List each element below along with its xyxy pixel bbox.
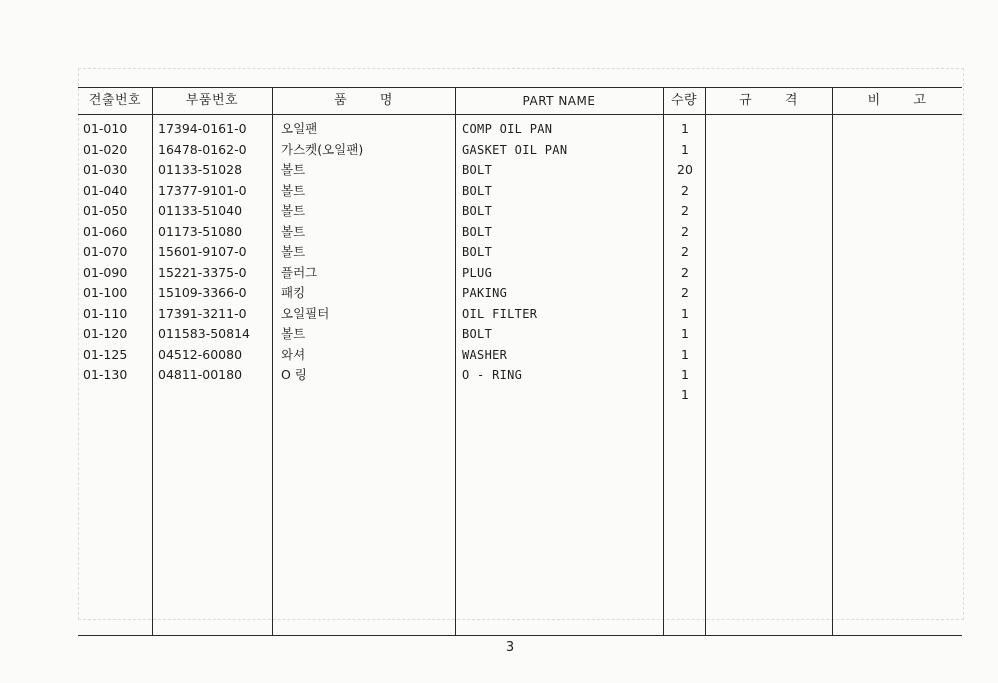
row-part-no: 15109-3366-0 [158, 285, 247, 300]
row-part-no: 15221-3375-0 [158, 264, 247, 280]
extra-qty-value: 1 [681, 387, 689, 402]
row-qty: 2 [681, 244, 689, 259]
table-row [0, 283, 998, 304]
row-part-no: 17394-0161-0 [158, 121, 247, 136]
row-part-name: BOLT [462, 224, 493, 239]
row-code: 01-130 [83, 367, 128, 382]
table-row [0, 263, 998, 284]
row-part-no: 011583-50814 [158, 326, 250, 341]
table-bottom-rule [78, 635, 962, 636]
row-part-no: 04811-00180 [158, 367, 243, 382]
row-code: 01-050 [83, 203, 128, 218]
row-kor-name: O 링 [281, 367, 307, 382]
header-part-no: 부품번호 [185, 93, 239, 108]
row-qty: 2 [681, 182, 689, 198]
row-code: 01-030 [83, 162, 128, 177]
row-code: 01-120 [83, 326, 128, 341]
row-kor-name: 볼트 [281, 203, 306, 218]
row-code: 01-125 [83, 346, 128, 362]
row-qty: 1 [681, 346, 689, 362]
table-row [0, 201, 998, 222]
header-remarks: 비 고 [867, 93, 927, 108]
table-row [0, 140, 998, 161]
row-qty: 2 [681, 203, 689, 218]
table-row [0, 119, 998, 140]
row-code: 01-060 [83, 223, 128, 239]
row-kor-name: 가스켓(오일팬) [281, 141, 364, 157]
row-part-no: 01133-51028 [158, 162, 243, 177]
row-part-name: PLUG [462, 265, 493, 280]
header-part-name: PART NAME [522, 94, 596, 108]
row-qty: 1 [681, 141, 689, 157]
row-code: 01-020 [83, 141, 128, 157]
header-spec: 규 격 [739, 93, 798, 108]
header-kor-name: 품 명 [334, 93, 393, 108]
row-part-name: BOLT [462, 245, 493, 259]
row-part-name: OIL FILTER [462, 306, 538, 321]
row-part-name: BOLT [462, 183, 493, 198]
row-part-name: BOLT [462, 327, 493, 341]
row-part-name: WASHER [462, 347, 508, 362]
table-row [0, 181, 998, 202]
table-row [0, 365, 998, 386]
row-code: 01-110 [83, 305, 128, 321]
row-kor-name: 볼트 [281, 182, 306, 198]
row-qty: 1 [681, 305, 689, 321]
row-part-name: O - RING [462, 368, 523, 382]
row-part-name: GASKET OIL PAN [462, 142, 568, 157]
row-code: 01-090 [83, 264, 128, 280]
row-qty: 2 [681, 223, 689, 239]
row-qty: 1 [681, 367, 689, 382]
header-qty: 수량 [670, 93, 698, 108]
row-qty: 2 [681, 264, 689, 280]
row-kor-name: 오일필터 [281, 305, 330, 321]
row-code: 01-010 [83, 121, 128, 136]
row-kor-name: 볼트 [281, 244, 306, 259]
row-part-name: BOLT [462, 163, 493, 177]
table-row [0, 324, 998, 345]
row-part-no: 04512-60080 [158, 346, 243, 362]
page-number: 3 [505, 640, 515, 655]
row-kor-name: 패킹 [281, 285, 306, 300]
row-kor-name: 볼트 [281, 326, 306, 341]
row-part-no: 01133-51040 [158, 203, 243, 218]
row-kor-name: 오일팬 [281, 121, 318, 136]
table-row [0, 160, 998, 181]
row-kor-name: 볼트 [281, 223, 306, 239]
table-row [0, 345, 998, 366]
row-kor-name: 플러그 [281, 264, 318, 280]
row-part-name: PAKING [462, 286, 508, 300]
table-row [0, 222, 998, 243]
row-part-no: 01173-51080 [158, 223, 243, 239]
row-part-name: BOLT [462, 204, 493, 218]
row-qty: 1 [681, 326, 689, 341]
header-bottom-rule [78, 114, 962, 115]
row-qty: 20 [677, 162, 693, 177]
row-part-no: 17377-9101-0 [158, 182, 247, 198]
row-code: 01-100 [83, 285, 128, 300]
table-row [0, 304, 998, 325]
row-part-name: COMP OIL PAN [462, 122, 553, 136]
row-qty: 1 [681, 121, 689, 136]
row-kor-name: 볼트 [281, 162, 306, 177]
row-part-no: 15601-9107-0 [158, 244, 247, 259]
row-qty: 2 [681, 285, 689, 300]
row-kor-name: 와셔 [281, 346, 306, 362]
header-code: 견출번호 [88, 93, 142, 108]
row-part-no: 16478-0162-0 [158, 141, 247, 157]
table-row [0, 242, 998, 263]
row-part-no: 17391-3211-0 [158, 305, 247, 321]
row-code: 01-070 [83, 244, 128, 259]
row-code: 01-040 [83, 182, 128, 198]
